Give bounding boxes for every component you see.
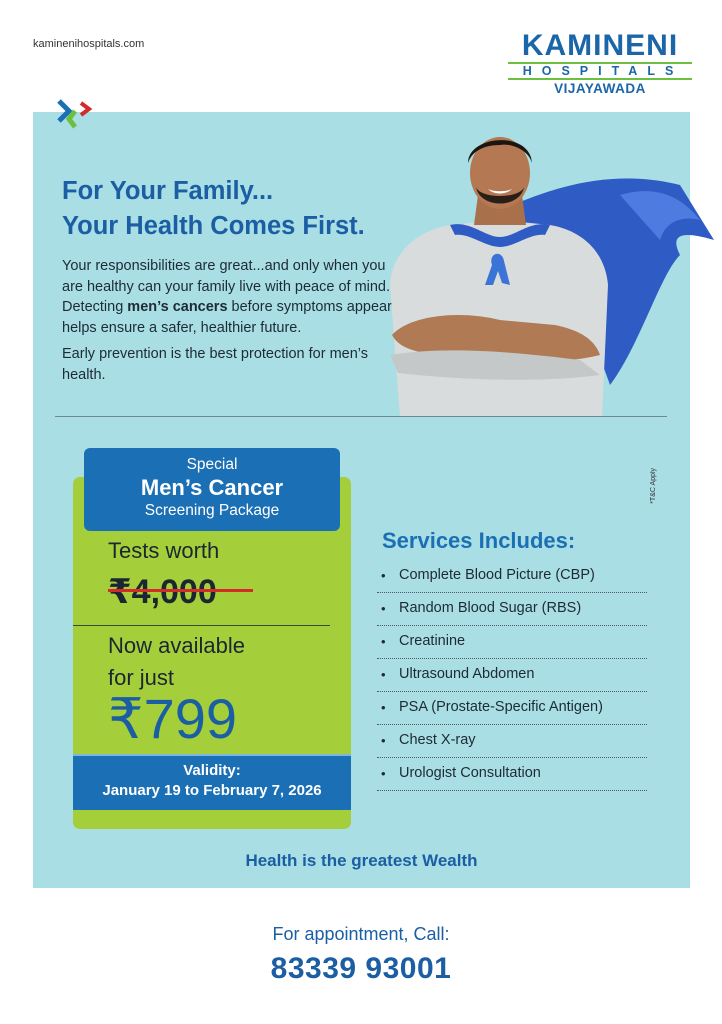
package-divider (73, 625, 330, 626)
appointment-label: For appointment, Call: (272, 924, 450, 944)
price-strikethrough (108, 589, 253, 592)
tests-worth-label: Tests worth (108, 538, 220, 563)
package-banner-line-3: Screening Package (144, 502, 280, 519)
terms-note: *T&C Apply (650, 468, 657, 504)
validity-box (73, 754, 351, 810)
logo-subtitle: HOSPITALS (508, 64, 692, 78)
now-available-line-1: Now available (108, 633, 245, 658)
validity-label: Validity: (183, 762, 241, 779)
site-url[interactable]: kaminenihospitals.com (33, 38, 145, 50)
chevron-logo-icon (55, 97, 103, 139)
service-item: • Chest X-ray (377, 725, 647, 758)
appointment-phone[interactable]: 83339 93001 (270, 952, 452, 985)
service-item: • Creatinine (377, 626, 647, 659)
service-item: • PSA (Prostate-Specific Antigen) (377, 692, 647, 725)
logo-name: KAMINENI (521, 29, 679, 62)
logo-city: VIJAYAWADA (554, 81, 646, 96)
offer-price: ₹799 (108, 687, 238, 750)
original-price: ₹4,000 (108, 573, 217, 611)
intro-paragraph-1: Your responsibilities are great...and only when you are healthy can your family live with peace of mind. (62, 258, 391, 295)
service-item: • Urologist Consultation (377, 758, 647, 791)
intro-paragraph-2 (62, 297, 407, 338)
package-banner (84, 448, 340, 531)
intro-text-span: Detecting (62, 299, 128, 315)
service-item: • Complete Blood Picture (CBP) (377, 560, 647, 593)
intro-text-span: before symptoms appear helps ensure a safer, healthier future. (62, 299, 392, 336)
hospital-logo (508, 31, 692, 96)
tagline: Health is the greatest Wealth (245, 851, 478, 870)
headline-line-1: For Your Family... (62, 177, 274, 205)
headline (62, 174, 365, 244)
man-with-cape-illustration (380, 125, 716, 417)
intro-text (62, 256, 407, 385)
service-item: • Ultrasound Abdomen (377, 659, 647, 692)
validity-dates: January 19 to February 7, 2026 (102, 782, 322, 799)
now-available-line-2: for just (108, 665, 175, 690)
service-item: • Random Blood Sugar (RBS) (377, 593, 647, 626)
package-title: Men’s Cancer (140, 475, 284, 500)
headline-line-2: Your Health Comes First. (62, 212, 365, 240)
intro-highlight: men’s cancers (127, 299, 228, 315)
section-divider (55, 416, 667, 417)
package-banner-line-1: Special (186, 456, 238, 473)
services-list (377, 560, 647, 791)
intro-paragraph-3: Early prevention is the best protection for men’s health. (62, 346, 369, 383)
services-title: Services Includes: (382, 528, 576, 553)
